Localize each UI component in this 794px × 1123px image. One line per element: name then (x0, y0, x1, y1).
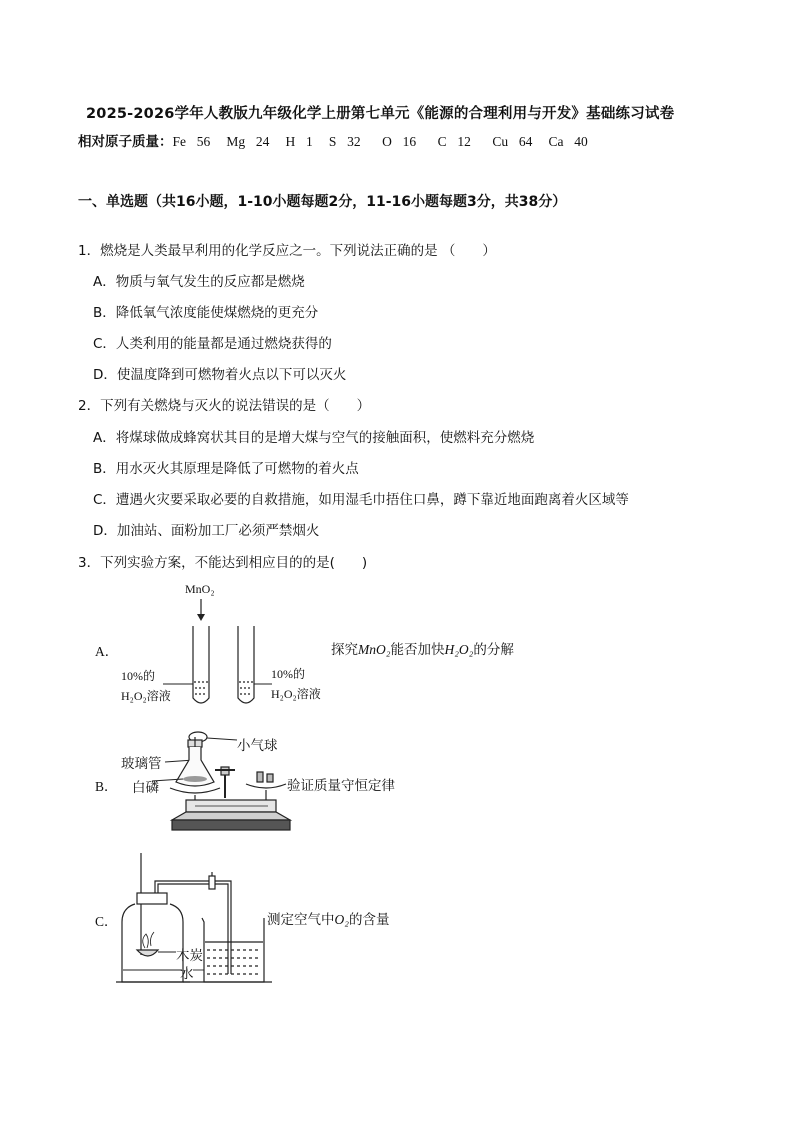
exam-title: 2025-2026学年人教版九年级化学上册第七单元《能源的合理利用与开发》基础练习试卷 (86, 106, 675, 122)
desc-a-suffix: 的分解 (473, 642, 514, 658)
balance-base-front (172, 820, 290, 830)
section-heading: 一、单选题（共16小题，1-10小题每题2分，11-16小题每题3分，共38分） (78, 194, 567, 210)
tube-clamp (209, 876, 215, 889)
mno2-arrow-head (197, 614, 205, 621)
label-glass-tube: 玻璃管 (121, 756, 162, 772)
right-tube-label-line2: H₂O₂溶液 (271, 687, 321, 701)
jar-stopper (137, 893, 167, 904)
question-1-stem: 1．燃烧是人类最早利用的化学反应之一。下列说法正确的是 （ ） (78, 243, 496, 259)
mno2-label: MnO₂ (185, 582, 215, 596)
right-pan (246, 784, 286, 788)
atomic-mass-values: Fe 56 Mg 24 H 1 S 32 O 16 C 12 Cu 64 Ca 40 (172, 134, 588, 149)
charcoal (137, 950, 158, 956)
label-balloon: 小气球 (237, 738, 278, 754)
question-1-option-b: B．降低氧气浓度能使煤燃烧的更充分 (93, 305, 319, 321)
desc-c-suffix: 的含量 (348, 912, 390, 928)
question-3-option-b-letter: B． (95, 779, 118, 794)
question-2-option-b: B．用水灭火其原理是降低了可燃物的着火点 (93, 461, 359, 477)
label-water: 水 (180, 966, 194, 982)
weight-1 (257, 772, 263, 782)
right-tube-label-line1: 10%的 (271, 667, 305, 681)
desc-a-mid: 能否加快 (390, 642, 445, 658)
question-1-option-c: C．人类利用的能量都是通过燃烧获得的 (93, 336, 332, 352)
question-2-stem: 2．下列有关燃烧与灭火的说法错误的是（ ） (78, 398, 371, 414)
balance-base (172, 812, 290, 820)
diagram-c-apparatus (116, 853, 272, 982)
left-pan (170, 788, 220, 793)
diagram-b-balance (152, 732, 290, 830)
atomic-mass-label: 相对原子质量： (78, 134, 173, 150)
question-3-stem: 3．下列实验方案，不能达到相应目的的是( ) (78, 555, 368, 571)
desc-a-h2o2: H₂O₂ (444, 642, 474, 657)
left-tube-label-line1: 10%的 (121, 669, 155, 683)
option-b-description: 验证质量守恒定律 (287, 778, 395, 794)
diagram-a-test-tubes (163, 599, 272, 703)
question-2-option-c: C．遭遇火灾要采取必要的自救措施，如用湿毛巾捂住口鼻，蹲下靠近地面跑离着火区域等 (93, 492, 629, 508)
desc-c-prefix: 测定空气中 (267, 912, 335, 928)
right-test-tube (238, 626, 254, 703)
left-tube-label-line2: H₂O₂溶液 (121, 689, 171, 703)
left-test-tube (193, 626, 209, 703)
question-3-option-c-letter: C． (95, 914, 118, 929)
desc-c-o2: O₂ (334, 912, 349, 927)
white-phosphorus (183, 776, 207, 782)
question-2-option-d: D．加油站、面粉加工厂必须严禁烟火 (93, 523, 320, 539)
question-1-option-d: D．使温度降到可燃物着火点以下可以灭火 (93, 367, 347, 383)
weight-2 (267, 774, 273, 782)
label-white-phosphorus: 白磷 (132, 780, 159, 796)
question-3-option-a-letter: A． (95, 644, 119, 659)
connecting-tube (155, 881, 215, 893)
label-charcoal: 木炭 (176, 948, 203, 964)
question-2-option-a: A．将煤球做成蜂窝状其目的是增大煤与空气的接触面积，使燃料充分燃烧 (93, 430, 535, 446)
desc-a-mno2: MnO₂ (358, 642, 391, 657)
desc-a-prefix: 探究 (331, 642, 358, 658)
question-1-option-a: A．物质与氧气发生的反应都是燃烧 (93, 274, 305, 290)
